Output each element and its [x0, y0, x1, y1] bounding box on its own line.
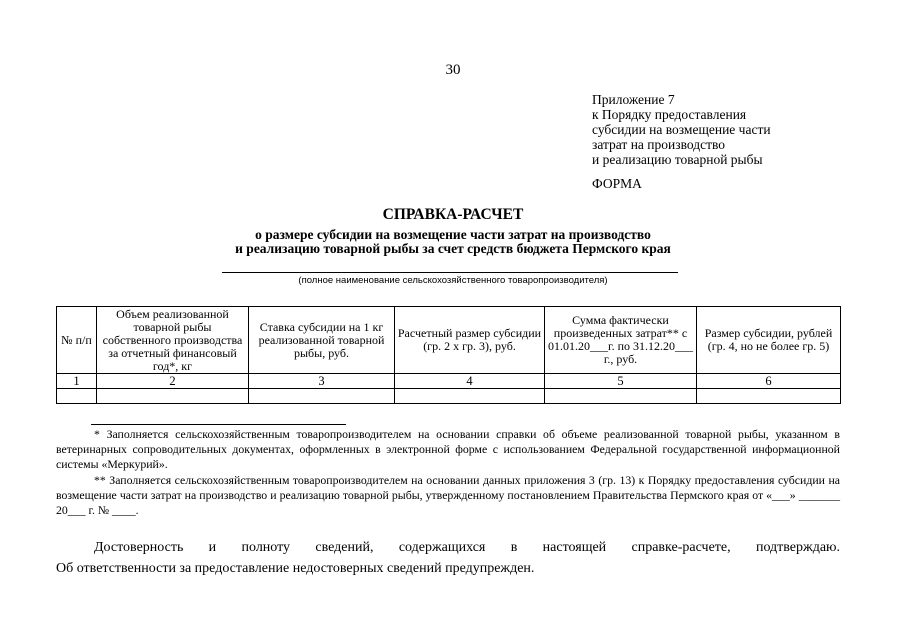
footnote-1: * Заполняется сельскохозяйственным товаропроизводителем на основании справки об объеме реализованной товарной рыбы, указанном в ветеринарных сопроводительных документах, оформленных в электронной форме с использованием Федеральной государственной информационной системы «Меркурий». — [56, 427, 840, 471]
document-title: СПРАВКА-РАСЧЕТ — [382, 206, 524, 223]
header-actual-costs: Сумма фактически произведенных затрат** с 01.01.20___г. по 31.12.20___ г., руб. — [545, 307, 697, 374]
header-volume: Объем реализованной товарной рыбы собственного производства за отчетный финансовый год*, кг — [97, 307, 249, 374]
header-subsidy-amount: Размер субсидии, рублей (гр. 4, но не более гр. 5) — [697, 307, 841, 374]
subtitle-line-1: о размере субсидии на возмещение части затрат на производство — [255, 227, 651, 242]
appendix-line: к Порядку предоставления — [592, 107, 747, 122]
table-cell[interactable] — [395, 389, 545, 404]
table-cell[interactable] — [249, 389, 395, 404]
appendix-line: Приложение 7 — [592, 92, 675, 107]
table-cell[interactable] — [545, 389, 697, 404]
column-number-cell: 2 — [97, 374, 249, 389]
subtitle-line-2: и реализацию товарной рыбы за счет средств бюджета Пермского края — [235, 241, 671, 256]
appendix-block — [592, 92, 771, 167]
header-rate: Ставка субсидии на 1 кг реализованной товарной рыбы, руб. — [249, 307, 395, 374]
table-header-row — [57, 307, 841, 374]
column-number-cell: 4 — [395, 374, 545, 389]
appendix-line: затрат на производство — [592, 137, 726, 152]
form-label: ФОРМА — [592, 176, 642, 191]
footnote-divider — [91, 424, 346, 425]
appendix-line: и реализацию товарной рыбы — [592, 152, 763, 167]
producer-name-caption: (полное наименование сельскохозяйственного товаропроизводителя) — [298, 275, 608, 286]
confirmation-statement: Достоверность и полноту сведений, содержащихся в настоящей справке-расчете, подтверждаю. — [94, 540, 840, 555]
column-number-cell: 6 — [697, 374, 841, 389]
table-row — [57, 374, 841, 389]
appendix-line: субсидии на возмещение части — [592, 122, 771, 137]
document-subtitle — [0, 228, 906, 256]
table-cell[interactable] — [697, 389, 841, 404]
header-calculated-subsidy: Расчетный размер субсидии (гр. 2 х гр. 3), руб. — [395, 307, 545, 374]
table-cell[interactable] — [97, 389, 249, 404]
responsibility-statement: Об ответственности за предоставление недостоверных сведений предупрежден. — [56, 561, 535, 576]
column-number-cell: 5 — [545, 374, 697, 389]
table-cell[interactable] — [57, 389, 97, 404]
page-number: 30 — [445, 62, 461, 78]
header-number: № п/п — [57, 307, 97, 374]
table-row — [57, 389, 841, 404]
footnote-2: ** Заполняется сельскохозяйственным товаропроизводителем на основании данных приложения 3 (гр. 13) к Порядку предоставления субсидии на возмещение части затрат на производство и реализацию товарной рыбы, утвержденному постановлением Правительства Пермского края от «___» _______ 20___ г. № ____. — [56, 473, 840, 517]
calculation-table — [56, 306, 841, 404]
column-number-cell: 1 — [57, 374, 97, 389]
producer-name-field-line[interactable] — [222, 272, 678, 273]
column-number-cell: 3 — [249, 374, 395, 389]
